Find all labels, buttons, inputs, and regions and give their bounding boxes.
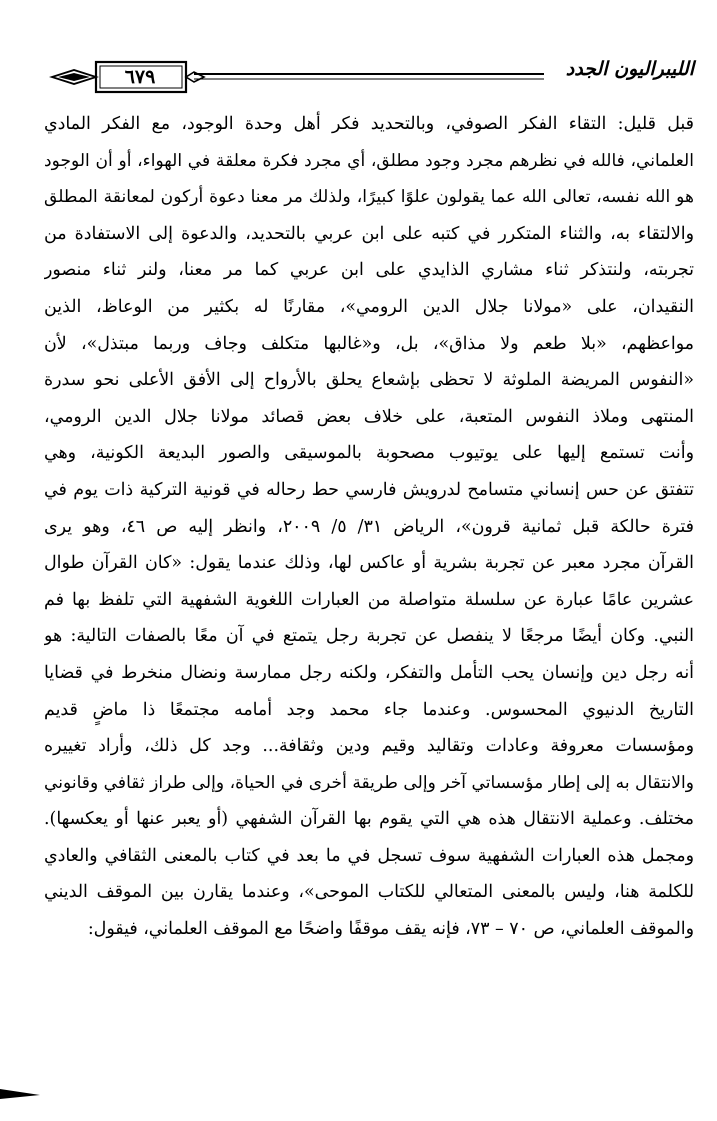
running-header <box>44 52 694 96</box>
text-line: ومجمل هذه العبارات الشفهية سوف تسجل في ما بعد في كتاب بالمعنى الثقافي والعادي <box>44 845 694 866</box>
text-line: التاريخ الدنيوي المحسوس. وعندما جاء محمد وجد أمامه مجتمعًا ذا ماضٍ قديم <box>44 699 694 720</box>
text-line: تتفتق عن حس إنساني متسامح لدرويش فارسي حط رحاله في قونية التركية ذات يوم في <box>44 479 694 500</box>
text-line: «النفوس المريضة الملوثة لا تحظى بإشعاع يحلق بالأرواح إلى الأفق الأعلى نحو سدرة <box>44 370 694 391</box>
text-line: العلماني، فالله في نظرهم مجرد وجود مطلق، أي مجرد فكرة معلقة في الهواء، أو أن الوجود <box>44 150 694 171</box>
text-line: هو الله نفسه، تعالى الله عما يقولون علوًا كبيرًا، ولذلك مر معنا دعوة أركون لمعانقة المطلق <box>44 187 694 208</box>
text-line: قبل قليل: التقاء الفكر الصوفي، وبالتحديد فكر أهل وحدة الوجود، مع الفكر المادي <box>44 114 694 134</box>
text-line: عشرين عامًا عبارة عن سلسلة متواصلة من العبارات اللغوية الشفهية التي تلفظ بها فم <box>44 589 694 610</box>
text-line: للكلمة هنا، وليس بالمعنى المتعالي للكتاب الموحى»، وعندما يقارن بين الموقف الديني <box>44 882 694 903</box>
text-line: تجربته، ولنتذكر ثناء مشاري الذايدي على ابن عربي كما مر معنا، ولنر ثناء منصور <box>44 260 694 281</box>
page-number: ٦٧٩ <box>124 66 156 88</box>
text-line: المنتهى وملاذ النفوس المتعبة، على خلاف بعض قصائد مولانا جلال الدين الرومي، <box>44 406 694 427</box>
text-line: والالتقاء به، والثناء المتكرر في كتبه على ابن عربي بالتحديد، والدعوة إلى الاستفادة من <box>44 223 694 244</box>
text-line: النقيدان، على «مولانا جلال الدين الرومي»، مقارنًا له بكثير من الوعاظ، الذين <box>44 296 694 317</box>
page-edge-mark <box>0 1085 40 1101</box>
text-line: مواعظهم، «بلا طعم ولا مذاق»، بل، و«غالبها متكلف وجاف وربما مبتذل»، لأن <box>44 333 694 354</box>
text-line: وأنت تستمع إليها على يوتيوب مصحوبة بالموسيقى والصور البديعة الكونية، وهي <box>44 443 694 464</box>
text-line: والموقف العلماني، ص ٧٠ – ٧٣، فإنه يقف موقفًا واضحًا مع الموقف العلماني، فيقول: <box>87 919 694 940</box>
main-text-block <box>44 106 694 948</box>
text-line: مختلف. وعملية الانتقال هذه هي التي يقوم بها القرآن الشفهي (أو يعبر عنها أو يعكسها). <box>44 809 694 830</box>
text-line: فترة حالكة قبل ثمانية قرون»، الرياض ٣١/ ٥/ ٢٠٠٩، وانظر إليه ص ٤٦، وهو يرى <box>44 516 694 537</box>
text-line: والانتقال به إلى إطار مؤسساتي آخر وإلى طريقة أخرى في الحياة، وإلى طراز ثقافي وقانوني <box>44 772 694 793</box>
running-title: الليبراليون الجدد <box>565 58 694 80</box>
text-line: ومؤسسات معروفة وعادات وتقاليد وقيم ودين وثقافة... وجد كل ذلك، وأراد تغييره <box>44 736 694 757</box>
text-line: النبي. وكان أيضًا مرجعًا لا ينفصل عن تجربة رجل يتمتع في آن معًا بالصفات التالية: هو <box>44 626 694 647</box>
text-line: أنه رجل دين وإنسان يحب التأمل والتفكر، ولكنه رجل ممارسة ونضال منخرط في قضايا <box>44 662 694 683</box>
text-line: القرآن مجرد معبر عن تجربة بشرية أو عاكس لها، وذلك عندما يقول: «كان القرآن طوال <box>44 553 694 574</box>
